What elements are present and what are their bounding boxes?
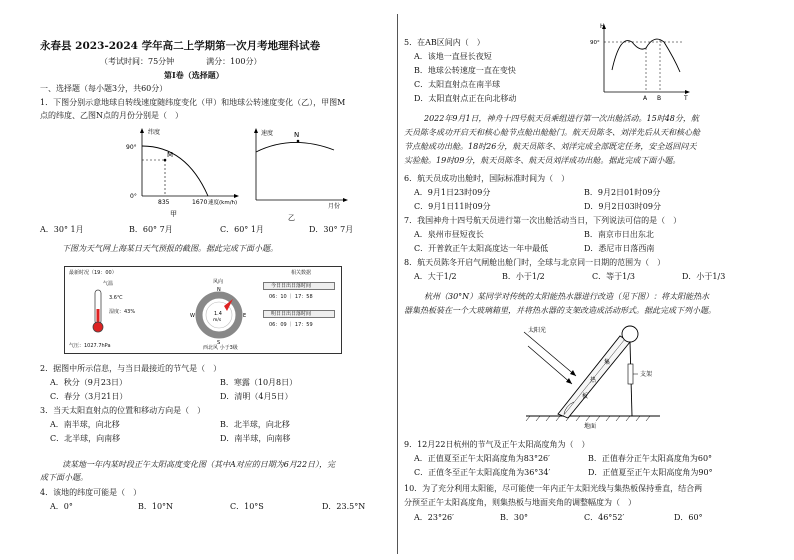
q3-option-b: B．北半球，向北移 [220, 420, 290, 429]
q4-option-a: A．0° [50, 502, 73, 511]
q3-option-c: C．北半球，向南移 [50, 434, 121, 443]
q4-option-b: B．10°N [138, 502, 174, 511]
q1-option-a: A．30° 1月 [40, 225, 84, 234]
h-label-a: A [643, 95, 648, 102]
jia-y90: 90° [126, 144, 137, 151]
q10-stem-line1: 10．为了充分利用太阳能，尽可能使一年内正午太阳光线与集热板保持垂直，结合两 [404, 484, 703, 493]
temp-label: 气温 [103, 281, 114, 287]
instruction: 一、选择题（每小题3分，共60分） [40, 84, 168, 93]
q6-stem: 6．航天员成功出舱时，国际标准时间为（ ） [404, 174, 570, 183]
q8-option-d: D．小于1/3 [682, 272, 726, 281]
h-ylabel: H [600, 23, 605, 30]
q7-stem: 7．我国神舟十四号航天员进行第一次出舱活动当日，下列说法可信的是（ ） [404, 216, 682, 225]
q9-option-c: C．正值冬至正午太阳高度角为36°34′ [414, 468, 551, 477]
q4-option-c: C．10°S [230, 502, 264, 511]
right-column [402, 0, 772, 560]
space-intro-line1: 2022年9月1日，神舟十四号航天员乘组进行第一次出舱活动。15时48分，航 [424, 114, 699, 123]
pressure: 气压：1027.7hPa [69, 343, 111, 349]
q7-option-a: A．泉州市昼短夜长 [414, 230, 484, 239]
compass-n: N [217, 287, 221, 293]
solar-label-ground: 地面 [584, 423, 597, 430]
yi-caption: 乙 [288, 214, 295, 222]
q10-option-a: A．23°26′ [414, 513, 454, 522]
q7-option-d: D．悉尼市日落西南 [584, 244, 655, 253]
compass-w: W [190, 313, 195, 319]
related-data: 相关数据 [291, 270, 312, 276]
q5-option-b: B．地球公转速度一直在变快 [414, 66, 516, 75]
q10-option-b: B．30° [500, 513, 529, 522]
q3-option-d: D．南半球，向南移 [220, 434, 291, 443]
solar-heater-figure [520, 318, 670, 430]
q6-option-c: C．9月1日11时09分 [414, 202, 491, 211]
column-divider [397, 14, 398, 554]
q8-option-c: C．等于1/3 [592, 272, 635, 281]
q6-option-d: D．9月2日03时09分 [584, 202, 661, 211]
space-intro-line3: 节点舱成功出舱。18时26分，航天员陈冬、刘洋完成全部既定任务，安全返回问天 [404, 142, 697, 151]
q3-stem: 3．当天太阳直射点的位置和移动方向是（ ） [40, 406, 206, 415]
q5-option-d: D．太阳直射点正在向北移动 [414, 94, 517, 103]
q9-option-d: D．正值夏至正午太阳高度角为90° [588, 468, 713, 477]
q9-option-a: A．正值夏至正午太阳高度角为83°26′ [414, 454, 550, 463]
jia-y0: 0° [130, 193, 137, 200]
q1-option-b: B．60° 7月 [129, 225, 173, 234]
solar-label-re: 热 [590, 377, 597, 384]
q1-option-c: C．60° 1月 [220, 225, 264, 234]
solar-intro-line2: 器集热板装在一个大玻璃箱里，并将热水器的支架改造成活动形式。据此完成下列小题。 [404, 306, 716, 315]
compass-e: E [243, 313, 247, 319]
solar-intro-line1: 杭州（30°N）某同学对传统的太阳能热水器进行改造（见下图）：将太阳能热水 [424, 292, 710, 301]
q1-stem-line2: 点的纬度、乙图N点的月份分别是（ ） [40, 111, 183, 120]
q4-stem: 4．该地的纬度可能是（ ） [40, 488, 142, 497]
solar-label-ji: 集 [604, 359, 611, 366]
jia-caption: 甲 [170, 210, 177, 218]
wind-label: 风向 [213, 279, 224, 285]
water-tank-icon [622, 326, 638, 342]
jia-x1670: 1670 [192, 199, 208, 206]
wind-desc: 西北风 小于3级 [203, 345, 238, 351]
q10-stem-line2: 分预至正午太阳高度角，则集热板与地面夹角的调整幅度为（ ） [404, 498, 636, 507]
tomorrow-times: 06：09 ｜ 17：59 [269, 322, 313, 328]
wind-unit: m/s [213, 318, 222, 323]
jia-xlabel: 速度(km/h) [208, 200, 238, 206]
temp-value: 3.6℃ [109, 295, 123, 301]
jia-x835: 835 [158, 199, 170, 206]
q6-option-a: A．9月1日23时09分 [414, 188, 491, 197]
compass-s: S [217, 340, 221, 345]
q8-option-a: A．大于1/2 [414, 272, 457, 281]
q6-option-b: B．9月2日01时09分 [584, 188, 661, 197]
q2-option-d: D．清明（4月5日） [220, 392, 293, 401]
q7-option-c: C．开普敦正午太阳高度达一年中最低 [414, 244, 549, 253]
sun-intro-line2: 成下面小题。 [40, 473, 88, 482]
space-intro-line2: 天员陈冬成功开启天和核心舱节点舱出舱舱门。航天员陈冬、刘洋先后从天和核心舱 [404, 128, 700, 137]
space-intro-line4: 实验舱。19时09分，航天员陈冬、航天员刘洋成功出舱。据此完成下面小题。 [404, 156, 681, 165]
h-label-b: B [657, 95, 662, 102]
solar-label-sun: 太阳光 [528, 327, 547, 334]
q5-option-c: C．太阳直射点在南半球 [414, 80, 501, 89]
h-label-t: T [684, 95, 688, 102]
h-y90: 90° [590, 40, 600, 46]
q1-stem-line1: 1．下图分别示意地球自转线速度随纬度变化（甲）和地球公转速度变化（乙），甲图M [40, 98, 346, 107]
q2-stem: 2．据图中所示信息，与当日最接近的节气是（ ） [40, 364, 222, 373]
q2-option-a: A．秋分（9月23日） [50, 378, 128, 387]
q7-option-b: B．南京市日出东北 [584, 230, 654, 239]
q4-option-d: D．23.5°N [322, 502, 366, 511]
q9-option-b: B．正值春分正午太阳高度角为60° [588, 454, 713, 463]
humidity: 湿度：43% [109, 309, 136, 315]
q1-option-d: D．30° 7月 [309, 225, 354, 234]
q2-option-c: C．春分（3月21日） [50, 392, 128, 401]
wind-speed: 1.4 [214, 311, 222, 317]
left-column-lower [34, 0, 394, 560]
yi-ylabel: 速度 [261, 130, 274, 137]
today-times: 06：10 ｜ 17：58 [269, 294, 313, 300]
jia-ylabel: 纬度 [148, 129, 161, 136]
q9-stem: 9．12月22日杭州的节气及正午太阳高度角为（ ） [404, 440, 590, 449]
q2-option-b: B．寒露（10月8日） [220, 378, 298, 387]
solar-label-bracket: 支架 [640, 371, 653, 378]
solar-label-ban: 板 [582, 393, 589, 400]
weather-intro: 下图为天气网上海某日天气预报的截图。据此完成下面小题。 [62, 244, 278, 253]
q5-option-a: A．该地一直昼长夜短 [414, 52, 492, 61]
q10-option-c: C．46°52′ [584, 513, 625, 522]
section-title: 第Ⅰ卷（选择题） [164, 70, 224, 80]
tomorrow-label: 明日日出日落时间 [271, 311, 312, 317]
exam-title: 永春县 2023-2024 学年高二上学期第一次月考地理科试卷 [40, 40, 321, 52]
q5-stem: 5．在AB区间内（ ） [404, 38, 485, 47]
yi-xlabel: 月份 [328, 203, 341, 210]
q8-option-b: B．小于1/2 [502, 272, 545, 281]
exam-meta: （考试时间：75分钟 满分：100分） [100, 57, 262, 66]
q8-stem: 8．航天员陈冬开启气闸舱出舱门时，全球与北京同一日期的范围为（ ） [404, 258, 666, 267]
chart-noon-height [584, 20, 696, 104]
weather-time: 最新时况（19：00） [69, 270, 117, 276]
jia-point-m: M [167, 151, 174, 159]
sun-intro-line1: 读某地一年内某时段正午太阳高度变化图（其中A对应的日期为6月22日），完 [62, 460, 336, 469]
q10-option-d: D．60° [674, 513, 703, 522]
q3-option-a: A．南半球，向北移 [50, 420, 120, 429]
yi-point-n: N [294, 131, 300, 139]
today-label: 今日日出日落时间 [271, 283, 312, 289]
